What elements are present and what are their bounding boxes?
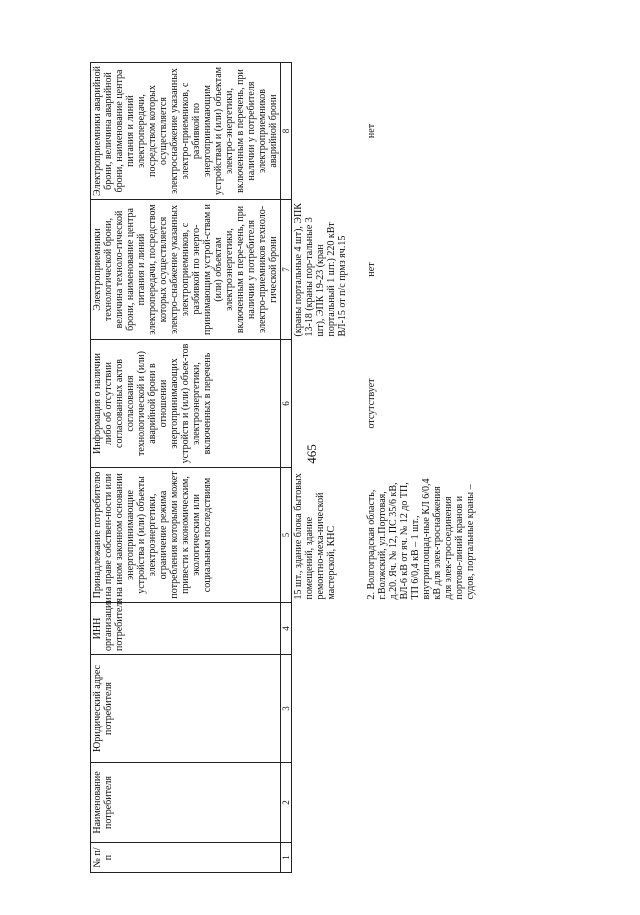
table-row bbox=[365, 63, 477, 873]
cell-continued-devices: 15 шт., здание блока бытовых помещений, здание ремонтно-меха-нической мастерской, КНС bbox=[293, 473, 337, 600]
cell-continued-tech-reserve: (краны портальные 4 шт), ЭПК 13-18 (краны пор-тальные 3 шт), ЭПК 19-23 (кран портальный 1 шт.) 220 кВт ВЛ-15 от п/с прмз яч.15 bbox=[293, 203, 348, 337]
column-number: 4 bbox=[281, 603, 292, 655]
column-number: 8 bbox=[281, 63, 292, 200]
header-cell: Информация о наличии либо об отсутствии согласованных актов согласования технологической и (или) аварийной брони в отношении энергопринимающих устройств и (или) объек-тов электроэнергетики, включенных в перечень bbox=[91, 340, 281, 468]
page-number: 465 bbox=[304, 444, 319, 464]
header-cell: ИНН организации потребителя bbox=[91, 603, 281, 655]
column-number: 2 bbox=[281, 763, 292, 843]
header-row bbox=[91, 63, 281, 873]
column-number-row bbox=[281, 63, 292, 873]
table-row bbox=[292, 63, 350, 873]
header-cell: Юридический адрес потребителя bbox=[91, 655, 281, 763]
header-cell: Электроприемники аварийной брони, величина аварийной брони, наименование центра питания и линий электропередачи, посредством которых осуществляется электроснабжение указанных электро-приемников, с разбивкой по энергопринимающим устройствам и (или) объектам электро-энергетики, включенным в перечень, при наличии у потребителя электроприемников аварийной брони bbox=[91, 63, 281, 200]
rotated-document-table bbox=[90, 63, 476, 873]
column-number: 3 bbox=[281, 655, 292, 763]
column-number: 1 bbox=[281, 843, 292, 873]
header-cell: Электроприемники технологической брони, величина техноло-гической брони, наименование центра питания и линий электропередачи, посредством которых осуществляется электро-снабжение указанных электроприемников, с разбивкой по энерго-принимающим устрой-ствам и (или) объектам электроэнергетики, включенным в пере-чень, при наличии у потребителя электро-приемников техноло-гической брони bbox=[91, 200, 281, 340]
consumer-table bbox=[90, 62, 477, 873]
column-number: 7 bbox=[281, 200, 292, 340]
header-cell: Принадлежание потребителю на праве собствен-ности или на ином законном основании энергопринимающие устройства и (или) объекты электроэнергетики, ограничение режима потребления которыми может привести к экономическим, экологическим или социальным последствиям bbox=[91, 468, 281, 603]
cell-devices: 2. Волгоградская область, г.Волжский, ул.Портовая, д.20. Яч. № 12, ПС 35/6 кВ, ВЛ-6 кВ от яч. № 12 до ТП, ТП 6/0,4 кВ – 1 шт., внутриплощад-ные КЛ 6/0,4 кВ для элек-троснабжения для элек-тросоединения портово-линий кранов и судов, портальные краны – bbox=[366, 478, 476, 600]
column-number: 5 bbox=[281, 468, 292, 603]
header-cell: № п/п bbox=[91, 843, 281, 873]
cell-emergency-reserve: нет bbox=[366, 123, 377, 139]
cell-tech-reserve: нет bbox=[366, 262, 377, 277]
column-number: 6 bbox=[281, 340, 292, 468]
header-cell: Наименование потребителя bbox=[91, 763, 281, 843]
cell-acts-info: отсутствует bbox=[366, 378, 377, 429]
